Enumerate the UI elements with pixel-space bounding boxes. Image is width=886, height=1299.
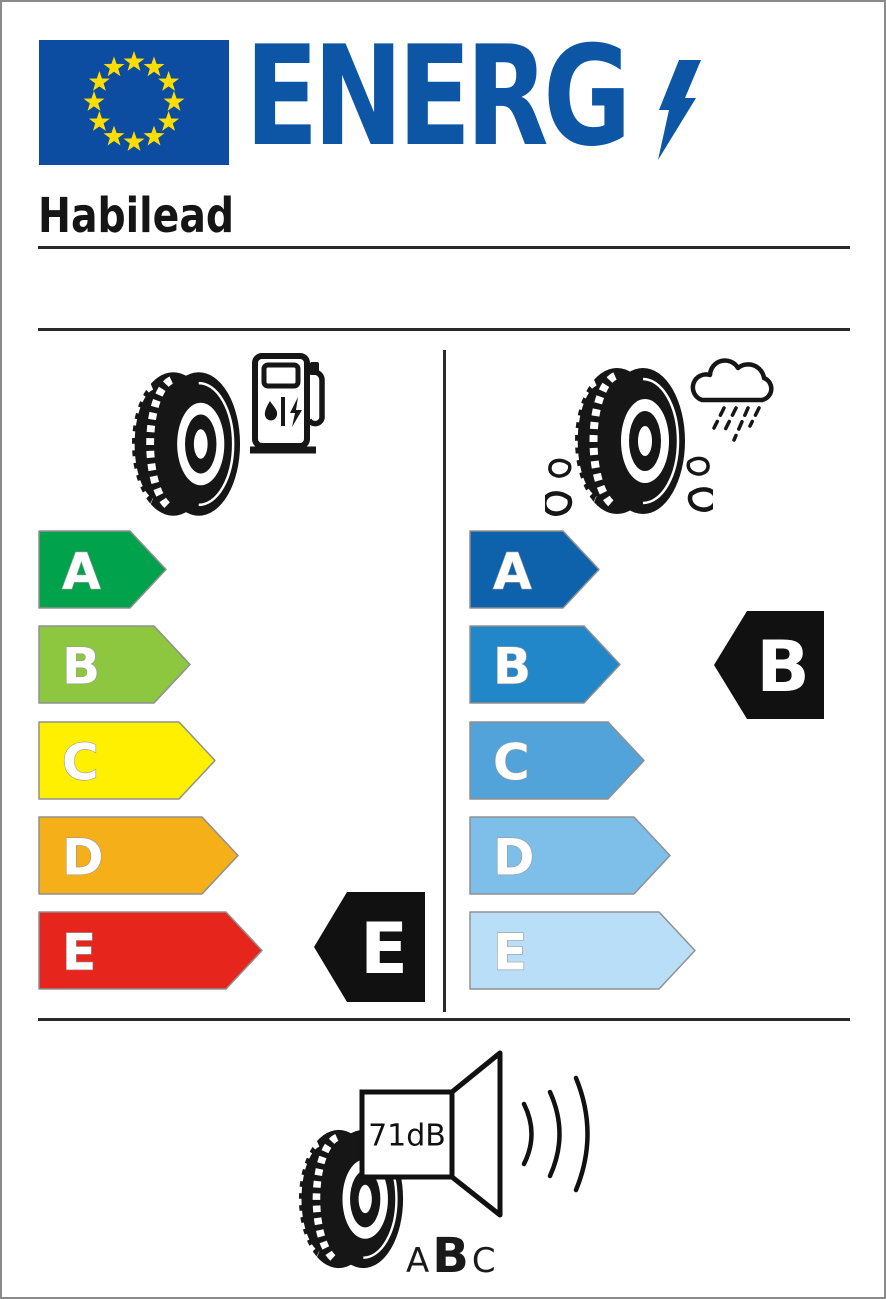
rating-grade-letter: E <box>62 923 97 982</box>
speaker-horn <box>452 1053 500 1215</box>
wet-grip-rating-letter: B <box>756 626 810 708</box>
wet-grip-arrow-d <box>469 816 672 895</box>
horizontal-divider <box>38 1018 850 1021</box>
rating-grade-letter: D <box>62 828 104 887</box>
rating-grade-letter: C <box>493 733 530 792</box>
rating-grade-letter: A <box>62 542 101 601</box>
rain-cloud-icon <box>680 350 784 446</box>
vertical-divider <box>443 350 446 1012</box>
noise-class-scale <box>406 1228 496 1284</box>
wet-grip-rating-badge <box>713 609 825 721</box>
brand-name: Habilead <box>38 188 235 244</box>
wet-grip-arrow-c <box>469 721 646 800</box>
rating-grade-letter: B <box>62 637 101 696</box>
rating-grade-letter: A <box>493 542 532 601</box>
noise-class-c: C <box>471 1241 496 1281</box>
tire-icon <box>130 370 242 518</box>
horizontal-divider <box>38 246 850 249</box>
rating-grade-letter: E <box>493 923 528 982</box>
wet-grip-arrow-e <box>469 911 697 990</box>
energy-logo-text: ENERG <box>245 16 627 177</box>
fuel-efficiency-arrow-e <box>38 911 264 990</box>
energy-logo <box>245 16 725 177</box>
noise-class-b: B <box>432 1228 469 1284</box>
lightning-bolt-icon <box>652 60 704 160</box>
wet-grip-arrow-b <box>469 625 622 704</box>
sound-waves-icon <box>524 1078 588 1190</box>
speaker-icon <box>350 1044 602 1222</box>
rating-grade-letter: C <box>62 733 99 792</box>
rating-grade-letter: B <box>493 637 532 696</box>
eu-flag <box>39 40 229 165</box>
fuel-rating-badge <box>313 890 426 1004</box>
fuel-efficiency-arrow-d <box>38 816 240 895</box>
fuel-efficiency-arrow-c <box>38 721 217 800</box>
fuel-pump-icon <box>250 352 328 456</box>
rating-arrow-shape <box>39 531 166 608</box>
fuel-efficiency-arrow-b <box>38 625 192 704</box>
horizontal-divider <box>38 328 850 331</box>
wet-grip-arrow-a <box>469 530 601 609</box>
noise-class-a: A <box>406 1241 430 1281</box>
rating-arrow-shape <box>470 531 599 608</box>
rain-icon <box>714 408 759 440</box>
fuel-rating-letter: E <box>360 908 408 990</box>
rating-grade-letter: D <box>493 828 535 887</box>
fuel-efficiency-arrow-a <box>38 530 168 609</box>
noise-value: 71dB <box>368 1118 446 1154</box>
